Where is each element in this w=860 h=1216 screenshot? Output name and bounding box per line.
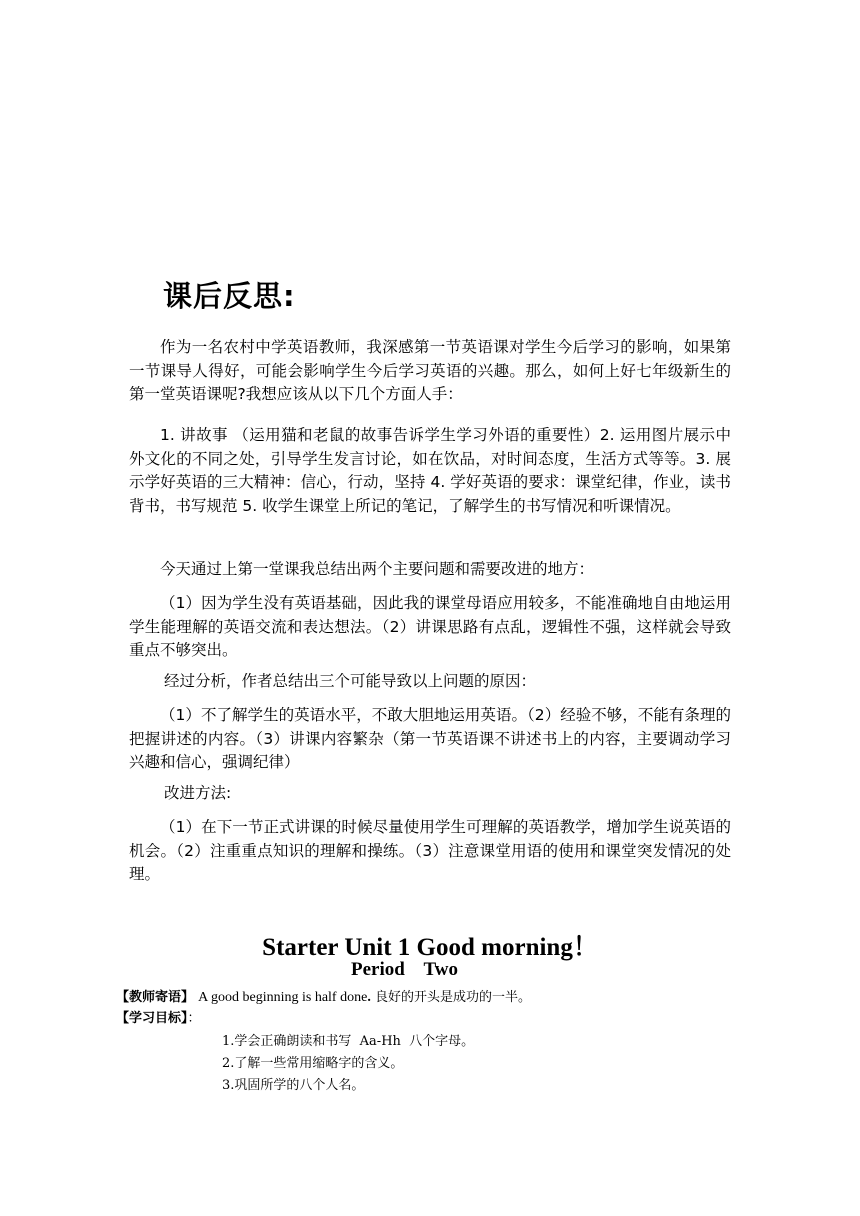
causes-paragraph: （1）不了解学生的英语水平，不敢大胆地运用英语。（2）经验不够，不能有条理的把握讲述的内容。（3）讲课内容繁杂（第一节英语课不讲述书上的内容，主要调动学习兴趣和信心，强调纪律）	[129, 706, 731, 771]
reflection-heading: 课后反思:	[163, 279, 296, 313]
goals-colon: ：	[187, 1011, 201, 1026]
improve-paragraph: （1）在下一节正式讲课的时候尽量使用学生可理解的英语教学，增加学生说英语的机会。（2）注重重点知识的理解和操练。（3）注意课堂用语的使用和课堂突发情况的处理。	[129, 818, 731, 883]
motto-period: .	[367, 990, 371, 1005]
intro-paragraph: 作为一名农村中学英语教师，我深感第一节英语课对学生今后学习的影响，如果第一节课导人得好，可能会影响学生今后学习英语的兴趣。那么，如何上好七年级新生的第一堂英语课呢?我想应该从以下几个方面人手：	[129, 338, 731, 403]
goal-item: 3.巩固所学的八个人名。	[222, 1078, 365, 1093]
motto-english: A good beginning is half done	[198, 990, 368, 1005]
lesson-period: Period Two	[351, 959, 458, 980]
causes-intro: 经过分析，作者总结出三个可能导致以上问题的原因：	[164, 672, 537, 690]
motto-chinese: 良好的开头是成功的一半。	[374, 990, 531, 1005]
problems-intro: 今天通过上第一堂课我总结出两个主要问题和需要改进的地方：	[160, 560, 595, 578]
goal-item: 1.学会正确朗读和书写 Aa-Hh 八个字母。	[222, 1034, 475, 1049]
goals-tag: 【学习目标】	[116, 1011, 188, 1026]
problems-paragraph: （1）因为学生没有英语基础，因此我的课堂母语应用较多，不能准确地自由地运用学生能理解的英语交流和表达想法。（2）讲课思路有点乱，逻辑性不强，这样就会导致重点不够突出。	[129, 594, 731, 659]
teacher-motto-row	[116, 986, 531, 1006]
goal-item: 2.了解一些常用缩略字的含义。	[222, 1056, 404, 1071]
improve-intro: 改进方法:	[164, 784, 232, 802]
learning-goals-row	[116, 1007, 201, 1026]
lesson-title: Starter Unit 1 Good morning！	[262, 934, 598, 961]
motto-tag: 【教师寄语】	[116, 990, 195, 1005]
methods-paragraph: 1. 讲故事 （运用猫和老鼠的故事告诉学生学习外语的重要性）2. 运用图片展示中外文化的不同之处，引导学生发言讨论，如在饮品，对时间态度，生活方式等等。3. 展示学好英语的三大精神：信心，行动，坚持 4. 学好英语的要求：课堂纪律，作业，读书背书，书写规范 5. 收学生课堂上所记的笔记，了解学生的书写情况和听课情况。	[129, 426, 731, 515]
